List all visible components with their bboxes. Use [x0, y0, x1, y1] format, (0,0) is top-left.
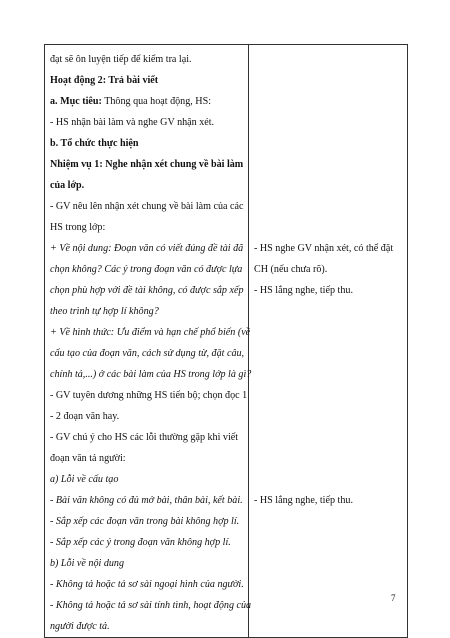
- task-heading-cont: của lớp.: [50, 180, 85, 191]
- italic-line: chọn không? Các ý trong đoạn văn có được lựa: [50, 264, 243, 275]
- text-line: đạt sẽ ôn luyện tiếp để kiểm tra lại.: [50, 54, 192, 65]
- italic-line: - Bài văn không có đủ mở bài, thân bài, kết bài.: [50, 495, 243, 506]
- italic-line: - Sắp xếp các đoạn văn trong bài không hợp lí.: [50, 516, 240, 527]
- italic-line: a) Lỗi về cấu tạo: [50, 474, 119, 485]
- italic-line: - Sắp xếp các ý trong đoạn văn không hợp lí.: [50, 537, 231, 548]
- lesson-table: [44, 44, 408, 638]
- student-response-2: [254, 490, 353, 511]
- text-line: - GV chú ý cho HS các lỗi thường gặp khi viết: [50, 432, 239, 443]
- italic-line: chính tả,...) ở các bài làm của HS trong lớp là gì?: [50, 369, 252, 380]
- text-line: - GV nêu lên nhận xét chung về bài làm của các: [50, 201, 244, 212]
- text-line: đoạn văn tả người:: [50, 453, 126, 464]
- objective-line: [50, 91, 243, 112]
- student-activities-cell: [249, 45, 408, 638]
- italic-line: - Không tả hoặc tả sơ sài ngoại hình của người.: [50, 579, 244, 590]
- text-line: - HS nghe GV nhận xét, có thể đặt: [254, 243, 394, 254]
- italic-line: b) Lỗi về nội dung: [50, 558, 125, 569]
- table-row: [45, 45, 408, 638]
- student-response-1: [254, 238, 393, 301]
- task-heading: Nhiệm vụ 1: Nghe nhận xét chung về bài làm: [50, 159, 244, 170]
- italic-line: theo trình tự hợp lí không?: [50, 306, 159, 317]
- text-line: HS trong lớp:: [50, 222, 106, 233]
- italic-line: chọn phù hợp với đề tài không, có được sắp xếp: [50, 285, 244, 296]
- text-line: - GV tuyên dương những HS tiến bộ; chọn đọc 1: [50, 390, 248, 401]
- italic-line: + Về nội dung: Đoạn văn có viết đúng đề tài đã: [50, 243, 244, 254]
- italic-line: + Về hình thức: Ưu điểm và hạn chế phổ biến (về: [50, 327, 251, 338]
- text-line: - HS nhận bài làm và nghe GV nhận xét.: [50, 117, 215, 128]
- text-line: - 2 đoạn văn hay.: [50, 411, 120, 422]
- italic-line: - Không tả hoặc tả sơ sài tính tình, hoạt động của: [50, 600, 252, 611]
- page-number: 7: [391, 593, 396, 603]
- text-line: - HS lắng nghe, tiếp thu.: [254, 285, 353, 296]
- objective-label: a. Mục tiêu:: [50, 96, 102, 107]
- italic-line: cấu tạo của đoạn văn, cách sử dụng từ, đặt câu,: [50, 348, 245, 359]
- objective-text: Thông qua hoạt động, HS:: [101, 96, 212, 107]
- teacher-activities-cell: [45, 45, 252, 638]
- text-line: CH (nếu chưa rõ).: [254, 264, 328, 275]
- italic-line: người được tả.: [50, 621, 110, 632]
- activity-heading: Hoạt động 2: Trả bài viết: [50, 75, 159, 86]
- organization-heading: b. Tổ chức thực hiện: [50, 138, 139, 149]
- text-line: - HS lắng nghe, tiếp thu.: [254, 495, 353, 506]
